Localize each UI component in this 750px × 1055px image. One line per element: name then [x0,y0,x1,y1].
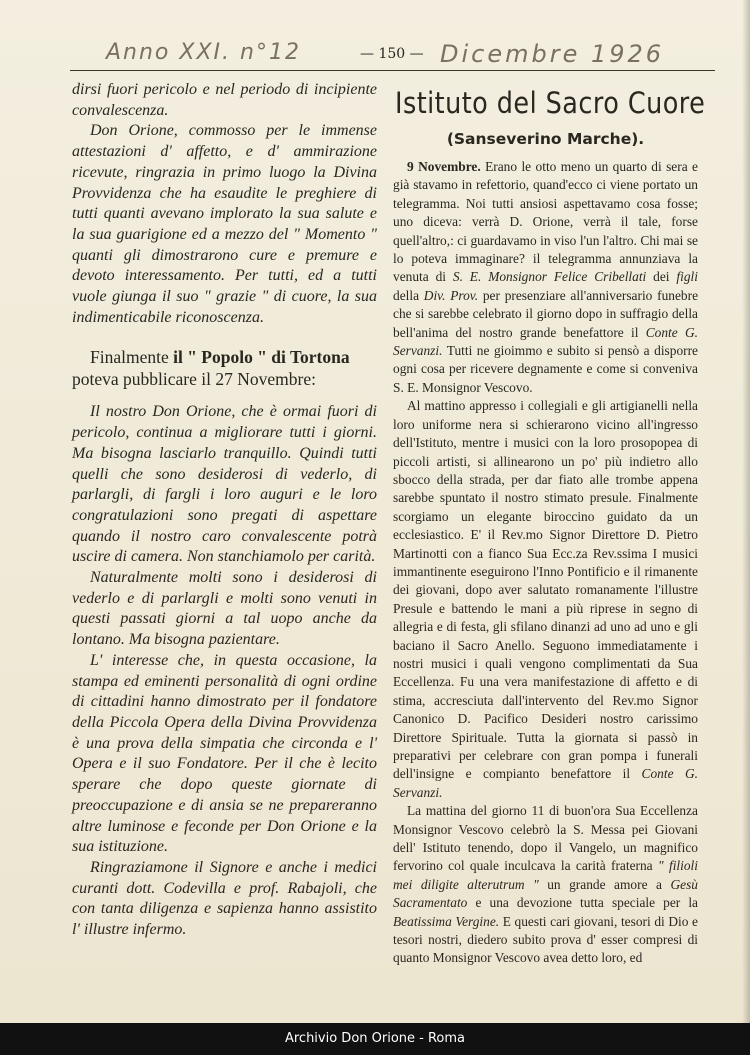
quote-paragraph: Naturalmente molti sono i desiderosi di vederlo e di parlargli e molti sono venuti in questi passati giorni a tal uopo anche da lontano. Ma bisogna pazientare. [72,569,377,649]
emphasis: Div. Prov. [423,287,479,303]
text: Tutti ne gioimmo e subito si pensò a disporre ogni cosa per ricevere degnamente e come si conveniva S. E. Monsignor Vescovo. [393,343,698,395]
article-subtitle: (Sanseverino Marche). [446,130,645,148]
text: Erano le otto meno un quarto di sera e già stavamo in refettorio, quand'ecco ci viene portato un telegramma. Noi tutti ansiosi aspettavamo cosa fosse; uno diceva: verrà D. Orione, verrà il tale, forse quell'altro,: ci guardavamo in viso l'un l'altro. Chi mai se lo poteva immaginare? il telegramma annunziava la venuta di [393,159,698,285]
emphasis: Gesù Sacramentato [393,876,698,911]
person-name: S. E. Monsignor Felice Cribellati [452,269,647,285]
text: un grande amore a [538,876,671,892]
date-label: 9 Novembre. [407,159,481,174]
person-name: Conte G. Servanzi. [393,324,698,359]
text: Al mattino appresso i collegiali e gli artigianelli nella loro uniforme nera si schierarono vicino all'ingresso dell'Istituto, mentre i musici con la loro prosopopea di piccoli artisti, si allinearono un po' più indietro allo sbocco della strada, per dar fiato alle trombe appena sarebbe spuntato il nostro stimato presule. Finalmente scorgiamo un elegante biroccino guidato da un ecclesiastico. E' il Rev.mo Signor Direttore D. Pietro Martinotti con a fianco Sua Ecc.za Rev.ssima I musici immantinente eseguirono l'Inno Pontificio e il rimanente dei giovani, dopo aver salutato romanamente l'illustre Presule e battendo le mani a più riprese in segno di allegria e di festa, gli sfilano dinanzi ad uno ad uno e gli baciano il Sacro Anello. Seguono immediatamente i nostri musici i quali vengono complimentati da Sua Eccellenza. Fu una vera manifestazione di affetto e di stima, accresciuta dall'intervento del Rev.mo Signor Canonico D. Pacifico Desideri nostro carissimo Direttore Spirituale. Tutta la giornata si passò in preparativi per celebrare con gran pompa i funerali dell'insigne e compianto benefattore il [393,398,698,782]
text: E questi cari giovani, tesori di Dio e tesori nostri, diedero subito prova d' esser compresi di quanto Monsignor Vescovo avea detto loro, ed [393,913,698,966]
text: per presenziare all'anniversario funebre che si sarebbe celebrato il giorno dopo in suffragio della bell'anima del nostro grande benefattore il [393,287,699,340]
page-number: — 150 — [360,46,424,62]
paragraph: dirsi fuori pericolo e nel periodo di incipiente convalescenza. [72,81,377,119]
archive-footer: Archivio Don Orione - Roma [0,1023,750,1055]
handwritten-date-note: Dicembre 1926 [440,40,665,68]
emphasis: figli [676,269,698,285]
text: La mattina del giorno 11 di buon'ora Sua Eccellenza Monsignor Vescovo celebrò la S. Messa pei Giovani dell' Istituto tenendo, dopo il Vangelo, un magnifico fervorino col quale inculcava la carità fraterna [393,803,698,874]
right-column [393,80,706,968]
newspaper-name: il " Popolo " di Tortona [173,347,350,368]
emphasis: Beatissima Vergine. [393,913,500,929]
paragraph [393,802,698,968]
intro-text: poteva pubblicare il 27 Novembre: [72,369,316,390]
quote-paragraph: Ringraziamone il Signore e anche i medici curanti dott. Codevilla e prof. Rabajoli, che con tanta diligenza e sapienza hanno assistito l' illustre infermo. [72,858,377,939]
quote-paragraph: L' interesse che, in questa occasione, la stampa ed eminenti personalità di ogni ordine di cittadini hanno dimostrato per il fondatore della Piccola Opera della Divina Provvidenza è una prova della simpatia che circonda e l' Opera e il suo Fondatore. Per il che è lecito sperare che dopo queste giornate di preoccupazione e di ansia se ne prepareranno altre luminose e feconde per Don Orione e la sua istituzione. [72,651,377,856]
article-title: Istituto del Sacro Cuore [395,86,706,120]
quote-paragraph: Il nostro Don Orione, che è ormai fuori di pericolo, continua a migliorare tutti i giorni. Ma bisogna lasciarlo tranquillo. Quindi tutti quelli che sono desiderosi di vederlo, di parlargli, di fargli i loro auguri e le loro congratulazioni sono pregati di aspettare quando il nostro caro convalescente potrà uscire di camera. Non stanchiamolo per carità. [72,403,377,566]
page-edge-shadow [742,0,750,1023]
latin-quote: " filioli mei diligite alterutrum " [393,858,698,892]
paragraph: Don Orione, commosso per le immense attestazioni d' affetto, e d' ammirazione ricevute, ringrazia in primo luogo la Divina Provvidenza che ha esaudite le preghiere di tutti quanti avevano implorato la sua salute e la sua guarigione ed a mezzo del " Momento " quanti gli dimostrarono cure e premure e devoto interessamento. Per tutti, ed a tutti vuole giunga il suo " grazie " di cuore, la sua indimenticabile riconoscenza. [72,122,377,326]
handwritten-issue-note: Anno XXI. n°12 [106,40,301,65]
paragraph [393,158,698,397]
page-header [70,38,715,71]
text: della [393,287,424,303]
text: dei [646,269,677,285]
intro-text: Finalmente [90,347,174,368]
text: e una devozione tutta speciale per la [467,895,698,911]
person-name: Conte G. Servanzi. [393,766,698,800]
intro-line [72,346,377,390]
left-column [72,80,377,941]
paragraph [393,397,698,802]
